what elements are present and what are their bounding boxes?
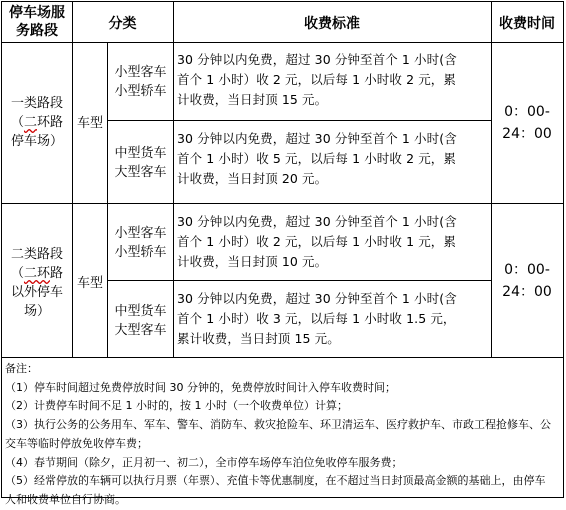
header-service-segment: 停车场服 务路段 xyxy=(9,5,65,39)
fee-standard-text: 30 分钟以内免费，超过 30 分钟至首个 1 小时(含 首个 1 小时）收 2 元，以后每 1 小时收 2 元，累 计收费，当日封顶 15 元。 xyxy=(177,52,457,107)
note-line: 交车等临时停放免收停车费； xyxy=(5,436,148,450)
segment-class-2: 二类路段 （二环路 以外停车 场） xyxy=(10,247,64,319)
segment-class-1: 一类路段 （二环路 停车场） xyxy=(10,96,64,149)
note-line: （4）春节期间（除夕，正月初一、初二），全市停车场停车泊位免收停车服务费； xyxy=(5,455,403,469)
note-line: 人和收费单位自行协商。 xyxy=(5,492,126,506)
notes-title: 备注： xyxy=(5,362,38,375)
header-category: 分类 xyxy=(108,16,137,32)
vehicle-type-medium: 中型货车 大型客车 xyxy=(114,146,167,180)
rule-row3-bottom xyxy=(107,280,491,281)
rule-header-bottom xyxy=(2,42,563,43)
fee-standard-text: 30 分钟以内免费，超过 30 分钟至首个 1 小时(含 首个 1 小时）收 5 元，以后每 1 小时收 2 元，累 计收费，当日封顶 20 元。 xyxy=(177,131,457,186)
vehicle-type-small: 小型客车 小型轿车 xyxy=(114,226,167,260)
fee-standard-text: 30 分钟以内免费，超过 30 分钟至首个 1 小时(含 首个 1 小时）收 3 元，以后每 1 小时收 1.5 元， 累计收费，当日封顶 15 元。 xyxy=(177,291,457,346)
vehicle-type-small: 小型客车 小型轿车 xyxy=(114,65,167,99)
fee-table-document xyxy=(1,1,564,506)
vehicle-type-label: 车型 xyxy=(76,116,103,131)
rule-table-bottom xyxy=(2,357,563,358)
note-line: （3）执行公务的公务用车、军车、警车、消防车、救灾抢险车、环卫清运车、医疗救护车、市政工程抢修车、公 xyxy=(5,418,551,432)
vehicle-type-label: 车型 xyxy=(76,276,103,291)
rule-col4-right xyxy=(491,2,492,357)
fee-standard-text: 30 分钟以内免费，超过 30 分钟至首个 1 小时(含 首个 1 小时）收 2 元，以后每 1 小时收 1 元，累 计收费，当日封顶 10 元。 xyxy=(177,214,457,269)
fee-time-range: 0：00- 24：00 xyxy=(502,262,552,300)
header-fee-time: 收费时间 xyxy=(499,16,555,32)
rule-section1-bottom xyxy=(2,203,563,204)
notes-section xyxy=(5,360,561,510)
note-line: （5）经常停放的车辆可以执行月票（年票）、充值卡等优惠制度，在不超过当日封顶最高金额的基础上，由停车 xyxy=(5,474,546,488)
note-line: （2）计费停车时间不足 1 小时的，按 1 小时（一个收费单位）计算； xyxy=(5,399,348,413)
fee-time-range: 0：00- 24：00 xyxy=(502,104,552,142)
vehicle-type-medium: 中型货车 大型客车 xyxy=(114,304,167,338)
rule-row1-bottom xyxy=(107,120,491,121)
rule-col3-right xyxy=(173,2,174,357)
note-line: （1）停车时间超过免费停放时间 30 分钟的，免费停放时间计入停车收费时间； xyxy=(5,380,396,394)
rule-col1-right xyxy=(72,2,73,357)
header-fee-standard: 收费标准 xyxy=(304,16,360,32)
